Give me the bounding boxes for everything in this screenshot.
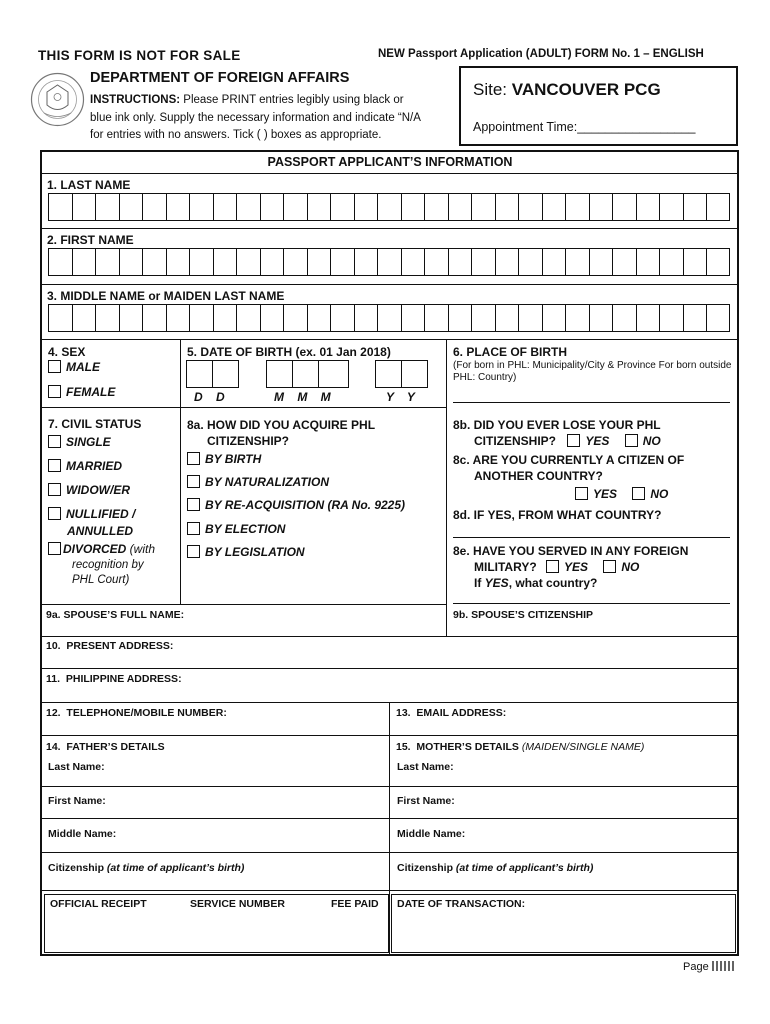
char-cell[interactable] — [166, 248, 190, 276]
female-label: FEMALE — [66, 385, 116, 399]
char-cell[interactable] — [142, 248, 166, 276]
char-cell[interactable] — [48, 193, 72, 221]
char-cell[interactable] — [612, 248, 636, 276]
cs-divorced-option[interactable] — [48, 542, 155, 556]
char-cell[interactable] — [589, 248, 613, 276]
char-cell[interactable] — [424, 304, 448, 332]
char-cell[interactable] — [72, 193, 96, 221]
char-cell[interactable] — [683, 248, 707, 276]
phil-address-label: 11. PHILIPPINE ADDRESS: — [46, 673, 182, 685]
dob-year-1[interactable] — [375, 360, 402, 388]
pob-line[interactable] — [453, 402, 730, 403]
legislation-checkbox[interactable] — [187, 545, 200, 558]
char-cell[interactable] — [565, 193, 589, 221]
sex-male-option[interactable] — [48, 360, 100, 374]
char-cell[interactable] — [636, 193, 660, 221]
dob-year-2[interactable] — [401, 360, 428, 388]
char-cell[interactable] — [448, 248, 472, 276]
char-cell[interactable] — [518, 304, 542, 332]
char-cell[interactable] — [283, 248, 307, 276]
char-cell[interactable] — [612, 193, 636, 221]
q8b-yes-checkbox[interactable] — [567, 434, 580, 447]
election-label: BY ELECTION — [205, 522, 286, 536]
page-glyph-icon — [712, 961, 734, 971]
naturalization-checkbox[interactable] — [187, 475, 200, 488]
legislation-label: BY LEGISLATION — [205, 545, 305, 559]
spouse-citizenship-label: 9b. SPOUSE’S CITIZENSHIP — [453, 609, 594, 621]
appointment-time[interactable]: Appointment Time:_________________ — [473, 120, 696, 134]
char-cell[interactable] — [424, 193, 448, 221]
q8b-no-label: NO — [642, 434, 661, 448]
mother-details-label: 15. MOTHER’S DETAILS (MAIDEN/SINGLE NAME) — [396, 741, 645, 753]
char-cell[interactable] — [213, 304, 237, 332]
char-cell[interactable] — [589, 193, 613, 221]
q8d-line[interactable] — [453, 537, 730, 538]
q8c-line2: ANOTHER COUNTRY? — [474, 469, 603, 483]
q8c-no-label: NO — [650, 487, 669, 501]
q8a-election-option[interactable] — [187, 522, 285, 536]
married-checkbox[interactable] — [48, 459, 61, 472]
q8e-line1: 8e. HAVE YOU SERVED IN ANY FOREIGN — [453, 544, 689, 558]
char-cell[interactable] — [659, 248, 683, 276]
telephone-label: 12. TELEPHONE/MOBILE NUMBER: — [46, 707, 227, 719]
naturalization-label: BY NATURALIZATION — [205, 475, 329, 489]
q8e-no-checkbox[interactable] — [603, 560, 616, 573]
instructions-line3: for entries with no answers. Tick ( ) boxes as appropriate. — [90, 129, 382, 141]
civil-status-label: 7. CIVIL STATUS — [48, 417, 142, 431]
char-cell[interactable] — [260, 248, 284, 276]
instructions — [90, 92, 450, 145]
widow-checkbox[interactable] — [48, 483, 61, 496]
middle-name-label: 3. MIDDLE NAME or MAIDEN LAST NAME — [47, 289, 285, 303]
sex-label: 4. SEX — [48, 345, 86, 359]
char-cell[interactable] — [495, 248, 519, 276]
char-cell[interactable] — [495, 304, 519, 332]
char-cell[interactable] — [354, 248, 378, 276]
mother-last-name[interactable]: Last Name: — [397, 761, 454, 773]
char-cell[interactable] — [706, 304, 730, 332]
instructions-label: INSTRUCTIONS: — [90, 94, 181, 106]
char-cell[interactable] — [518, 193, 542, 221]
q8a-nat-option[interactable] — [187, 475, 329, 489]
char-cell[interactable] — [283, 304, 307, 332]
dob-year-hint: Y Y — [386, 390, 415, 404]
middle-name-field[interactable] — [48, 304, 730, 332]
char-cell[interactable] — [48, 248, 72, 276]
cs-recognition-2: PHL Court) — [72, 574, 130, 586]
male-label: MALE — [66, 360, 100, 374]
q8e-yes-checkbox[interactable] — [546, 560, 559, 573]
char-cell[interactable] — [95, 248, 119, 276]
q8a-reacq-option[interactable] — [187, 498, 405, 512]
dob-day-2[interactable] — [212, 360, 239, 388]
single-label: SINGLE — [66, 435, 111, 449]
nullified-checkbox[interactable] — [48, 507, 61, 520]
char-cell[interactable] — [401, 193, 425, 221]
mother-middle-name[interactable]: Middle Name: — [397, 828, 466, 840]
char-cell[interactable] — [330, 304, 354, 332]
site-box — [459, 66, 738, 146]
q8a-birth-option[interactable] — [187, 452, 261, 466]
char-cell[interactable] — [189, 248, 213, 276]
instructions-line1: Please PRINT entries legibly using black or — [180, 94, 404, 106]
first-name-field[interactable] — [48, 248, 730, 276]
married-label: MARRIED — [66, 459, 122, 473]
char-cell[interactable] — [377, 304, 401, 332]
char-cell[interactable] — [95, 193, 119, 221]
dob-month-hint: M M M — [274, 390, 331, 404]
department-name: DEPARTMENT OF FOREIGN AFFAIRS — [90, 70, 350, 86]
father-last-name[interactable]: Last Name: — [48, 761, 105, 773]
female-checkbox[interactable] — [48, 385, 61, 398]
father-details-label: 14. FATHER’S DETAILS — [46, 741, 165, 753]
divorced-checkbox[interactable] — [48, 542, 61, 555]
char-cell[interactable] — [142, 193, 166, 221]
q8a-label — [187, 417, 375, 449]
char-cell[interactable] — [72, 304, 96, 332]
male-checkbox[interactable] — [48, 360, 61, 373]
q8c-line1: 8c. ARE YOU CURRENTLY A CITIZEN OF — [453, 453, 685, 467]
char-cell[interactable] — [612, 304, 636, 332]
q8e-line2: MILITARY? — [474, 560, 537, 574]
char-cell[interactable] — [213, 248, 237, 276]
char-cell[interactable] — [189, 304, 213, 332]
char-cell[interactable] — [471, 193, 495, 221]
present-address-label: 10. PRESENT ADDRESS: — [46, 640, 174, 652]
char-cell[interactable] — [377, 248, 401, 276]
q8c-label — [453, 452, 684, 484]
email-label: 13. EMAIL ADDRESS: — [396, 707, 507, 719]
char-cell[interactable] — [659, 193, 683, 221]
q8e-no-label: NO — [621, 560, 640, 574]
q8c-no-checkbox[interactable] — [632, 487, 645, 500]
char-cell[interactable] — [119, 304, 143, 332]
char-cell[interactable] — [307, 193, 331, 221]
char-cell[interactable] — [307, 304, 331, 332]
char-cell[interactable] — [330, 193, 354, 221]
char-cell[interactable] — [166, 304, 190, 332]
char-cell[interactable] — [424, 248, 448, 276]
father-first-name[interactable]: First Name: — [48, 795, 106, 807]
first-name-label: 2. FIRST NAME — [47, 233, 134, 247]
char-cell[interactable] — [518, 248, 542, 276]
q8a-line1: 8a. HOW DID YOU ACQUIRE PHL — [187, 418, 376, 432]
char-cell[interactable] — [706, 193, 730, 221]
char-cell[interactable] — [236, 304, 260, 332]
q8b-yes-label: YES — [585, 434, 610, 448]
char-cell[interactable] — [283, 193, 307, 221]
dfa-seal-icon — [30, 72, 85, 127]
q8b-no-checkbox[interactable] — [625, 434, 638, 447]
char-cell[interactable] — [377, 193, 401, 221]
q8c-options — [575, 487, 668, 501]
char-cell[interactable] — [260, 193, 284, 221]
last-name-field[interactable] — [48, 193, 730, 221]
char-cell[interactable] — [471, 248, 495, 276]
char-cell[interactable] — [142, 304, 166, 332]
pob-note: (For born in PHL: Municipality/City & Province For born outside PHL: Country) — [453, 360, 732, 383]
char-cell[interactable] — [354, 304, 378, 332]
char-cell[interactable] — [48, 304, 72, 332]
q8e-line[interactable] — [453, 603, 730, 604]
site-heading — [473, 80, 661, 100]
char-cell[interactable] — [119, 248, 143, 276]
char-cell[interactable] — [565, 248, 589, 276]
dob-day-hint: D D — [194, 390, 225, 404]
char-cell[interactable] — [236, 193, 260, 221]
fee-paid-label: FEE PAID — [331, 898, 379, 910]
cs-married-option[interactable] — [48, 459, 122, 473]
char-cell[interactable] — [401, 248, 425, 276]
by-birth-label: BY BIRTH — [205, 452, 262, 466]
char-cell[interactable] — [683, 304, 707, 332]
cs-recognition-1: recognition by — [72, 559, 144, 571]
char-cell[interactable] — [189, 193, 213, 221]
char-cell[interactable] — [542, 304, 566, 332]
dob-month-2[interactable] — [292, 360, 319, 388]
q8a-legislation-option[interactable] — [187, 545, 305, 559]
instructions-line2: blue ink only. Supply the necessary information and indicate “N/A — [90, 111, 421, 124]
char-cell[interactable] — [401, 304, 425, 332]
char-cell[interactable] — [706, 248, 730, 276]
dob-month-1[interactable] — [266, 360, 293, 388]
dob-label: 5. DATE OF BIRTH (ex. 01 Jan 2018) — [187, 345, 391, 359]
father-citizenship[interactable]: Citizenship (at time of applicant’s birth) — [48, 862, 245, 874]
q8b-line2: CITIZENSHIP? — [474, 434, 557, 448]
char-cell[interactable] — [166, 193, 190, 221]
char-cell[interactable] — [236, 248, 260, 276]
cs-widow-option[interactable] — [48, 483, 130, 497]
divorced-label: DIVORCED — [63, 542, 127, 556]
dob-day-1[interactable] — [186, 360, 213, 388]
section-title: PASSPORT APPLICANT’S INFORMATION — [267, 155, 513, 169]
cs-single-option[interactable] — [48, 435, 111, 449]
election-checkbox[interactable] — [187, 522, 200, 535]
char-cell[interactable] — [683, 193, 707, 221]
char-cell[interactable] — [260, 304, 284, 332]
q8e-yes-label: YES — [564, 560, 589, 574]
reacquisition-label: BY RE-ACQUISITION (RA No. 9225) — [205, 498, 406, 512]
mother-citizenship[interactable]: Citizenship (at time of applicant’s birth) — [397, 862, 594, 874]
sex-female-option[interactable] — [48, 385, 115, 399]
form-title: NEW Passport Application (ADULT) FORM No. 1 – ENGLISH — [378, 48, 704, 60]
char-cell[interactable] — [95, 304, 119, 332]
char-cell[interactable] — [448, 304, 472, 332]
char-cell[interactable] — [448, 193, 472, 221]
mother-first-name[interactable]: First Name: — [397, 795, 455, 807]
last-name-label: 1. LAST NAME — [47, 178, 131, 192]
char-cell[interactable] — [330, 248, 354, 276]
char-cell[interactable] — [495, 193, 519, 221]
official-receipt-label: OFFICIAL RECEIPT — [50, 898, 147, 910]
spouse-name-label: 9a. SPOUSE’S FULL NAME: — [46, 609, 185, 621]
site-label: Site: — [473, 80, 512, 99]
single-checkbox[interactable] — [48, 435, 61, 448]
q8c-yes-checkbox[interactable] — [575, 487, 588, 500]
date-transaction-label: DATE OF TRANSACTION: — [397, 898, 526, 910]
father-middle-name[interactable]: Middle Name: — [48, 828, 117, 840]
q8a-line2: CITIZENSHIP? — [207, 434, 290, 448]
q8b-label — [453, 417, 661, 449]
char-cell[interactable] — [119, 193, 143, 221]
char-cell[interactable] — [542, 248, 566, 276]
divorced-note: (with — [126, 542, 156, 556]
q8e-label — [453, 543, 688, 591]
by-birth-checkbox[interactable] — [187, 452, 200, 465]
char-cell[interactable] — [636, 304, 660, 332]
cs-nullified-option[interactable] — [48, 507, 135, 521]
reacquisition-checkbox[interactable] — [187, 498, 200, 511]
dob-month-3[interactable] — [318, 360, 349, 388]
char-cell[interactable] — [72, 248, 96, 276]
service-number-label: SERVICE NUMBER — [190, 898, 285, 910]
char-cell[interactable] — [565, 304, 589, 332]
q8e-line3: If YES, what country? — [474, 576, 598, 590]
q8b-line1: 8b. DID YOU EVER LOSE YOUR PHL — [453, 418, 661, 432]
page-number — [683, 961, 734, 973]
pob-label: 6. PLACE OF BIRTH — [453, 345, 568, 359]
char-cell[interactable] — [471, 304, 495, 332]
page-label: Page — [683, 961, 709, 973]
char-cell[interactable] — [659, 304, 683, 332]
char-cell[interactable] — [307, 248, 331, 276]
char-cell[interactable] — [213, 193, 237, 221]
q8d-label: 8d. IF YES, FROM WHAT COUNTRY? — [453, 508, 662, 522]
nullified-label: NULLIFIED / — [66, 507, 136, 521]
char-cell[interactable] — [636, 248, 660, 276]
widow-label: WIDOW/ER — [66, 483, 130, 497]
char-cell[interactable] — [589, 304, 613, 332]
char-cell[interactable] — [354, 193, 378, 221]
site-value: VANCOUVER PCG — [511, 80, 661, 99]
char-cell[interactable] — [542, 193, 566, 221]
not-for-sale-notice: THIS FORM IS NOT FOR SALE — [38, 48, 241, 63]
cs-annulled-label: ANNULLED — [67, 524, 133, 538]
q8c-yes-label: YES — [593, 487, 618, 501]
